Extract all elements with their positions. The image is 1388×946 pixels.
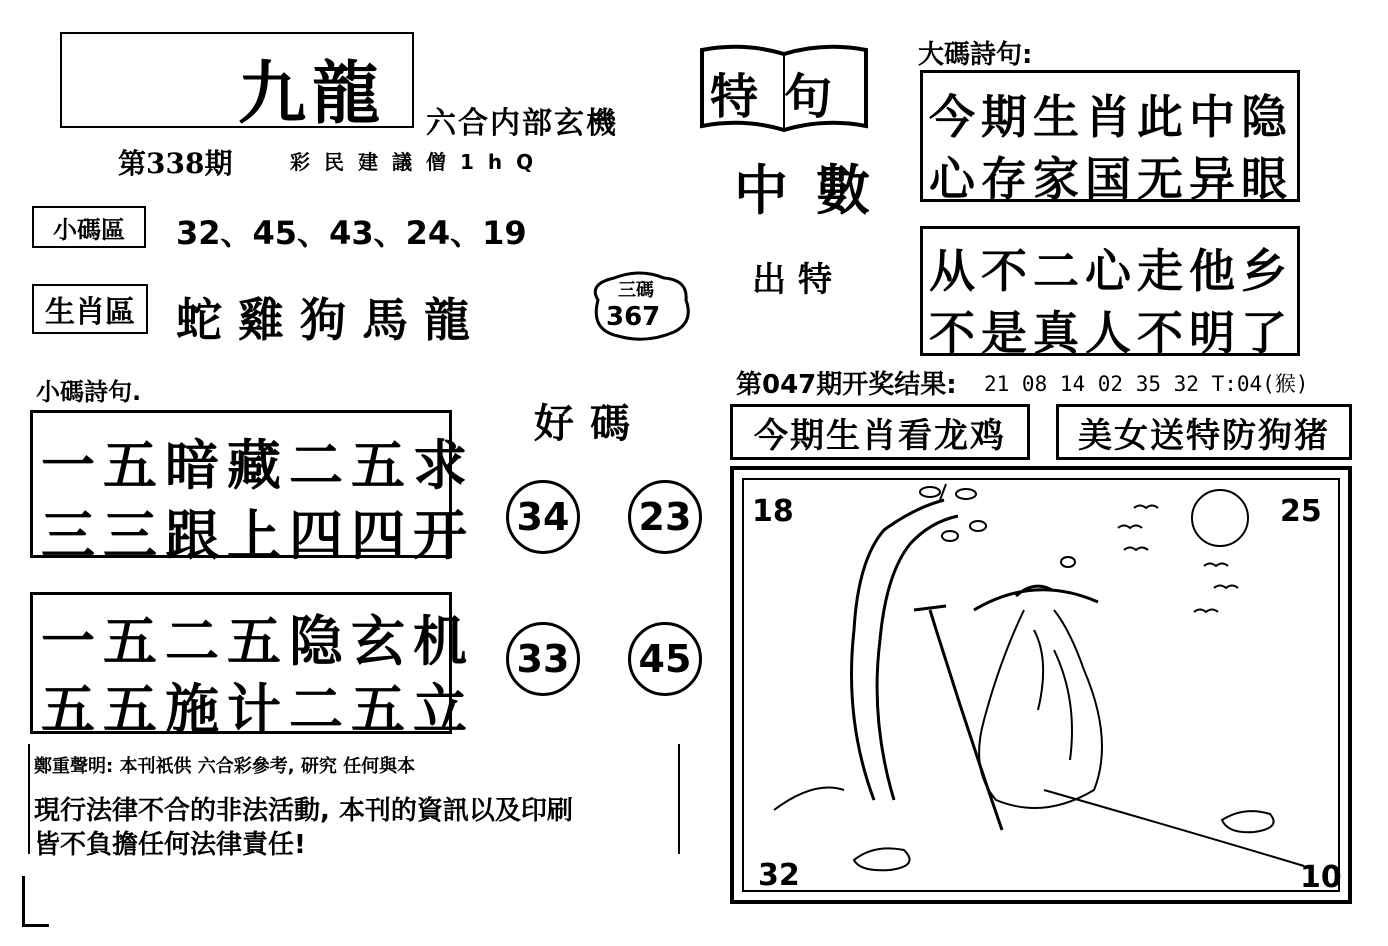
zodiac-label-box xyxy=(32,284,148,334)
old-fisherman-illustration xyxy=(734,470,1348,900)
big-poem-line-4: 不是真人不明了 xyxy=(929,306,1293,360)
small-code-label: 小碼區 xyxy=(53,215,125,244)
corner-number-bottom-left: 32 xyxy=(758,858,800,893)
small-code-label-box xyxy=(32,206,146,248)
disclaimer-box xyxy=(28,744,680,860)
zodiac-animals: 蛇雞狗馬龍 xyxy=(176,293,486,347)
big-poem-label: 大碼詩句: xyxy=(918,40,1033,70)
issue-number: 第338期 xyxy=(118,147,233,180)
disclaimer-line-3: 皆不負擔任何法律責任! xyxy=(34,830,306,860)
disclaimer-line-2: 現行法律不合的非法活動, 本刊的資訊以及印刷 xyxy=(34,796,573,826)
corner-bracket xyxy=(22,876,49,927)
small-poem-box-1 xyxy=(30,410,475,567)
special-banner xyxy=(694,40,874,136)
subtitle: 六合内部玄機 xyxy=(426,106,618,141)
special-out-label: 出特 xyxy=(752,260,844,300)
big-poem-box-2 xyxy=(920,226,1300,360)
three-code-label: 三碼 xyxy=(618,280,654,301)
title-box xyxy=(60,32,414,134)
good-code-circle-1: 34 xyxy=(506,480,580,554)
small-poem-line-4: 五五施计二五立 xyxy=(41,678,475,741)
corner-number-top-right: 25 xyxy=(1280,494,1322,529)
picture-frame xyxy=(730,466,1352,904)
small-poem-line-3: 一五二五隐玄机 xyxy=(41,610,475,673)
recommend-text: 彩民建議僧1hQ xyxy=(290,150,548,174)
result-numbers: 21 08 14 02 35 32 T:04(猴) xyxy=(984,372,1309,396)
hint-left-box xyxy=(730,404,1030,460)
big-poem-box-1 xyxy=(920,70,1300,206)
hint-right-text: 美女送特防狗猪 xyxy=(1078,415,1330,456)
hint-right-box xyxy=(1056,404,1352,460)
small-poem-line-2: 三三跟上四四开 xyxy=(41,504,475,567)
result-label: 第047期开奖结果: xyxy=(736,370,957,400)
special-banner-text: 特句 xyxy=(710,69,859,125)
special-middle: 中數 xyxy=(734,158,898,222)
good-code-circle-2: 23 xyxy=(628,480,702,554)
good-code-circle-3: 33 xyxy=(506,622,580,696)
three-code-badge xyxy=(584,270,696,344)
good-code-circle-4: 45 xyxy=(628,622,702,696)
small-code-numbers: 32、45、43、24、19 xyxy=(176,214,527,252)
three-code-value: 367 xyxy=(606,302,661,332)
page-title: 九龍 xyxy=(238,54,387,134)
hint-left-text: 今期生肖看龙鸡 xyxy=(754,415,1006,456)
corner-number-bottom-right: 10 xyxy=(1300,860,1342,895)
disclaimer-line-1: 鄭重聲明: 本刊祇供 六合彩參考, 研究 任何與本 xyxy=(34,756,416,777)
big-poem-line-1: 今期生肖此中隐 xyxy=(929,90,1293,144)
big-poem-line-2: 心存家国无异眼 xyxy=(929,152,1293,206)
small-poem-box-2 xyxy=(30,592,475,741)
zodiac-label: 生肖區 xyxy=(45,295,135,330)
big-poem-line-3: 从不二心走他乡 xyxy=(929,244,1293,298)
good-codes-label: 好碼 xyxy=(534,401,646,447)
small-poem-label: 小碼詩句. xyxy=(36,378,142,406)
small-poem-line-1: 一五暗藏二五求 xyxy=(41,434,475,497)
corner-number-top-left: 18 xyxy=(752,494,794,529)
